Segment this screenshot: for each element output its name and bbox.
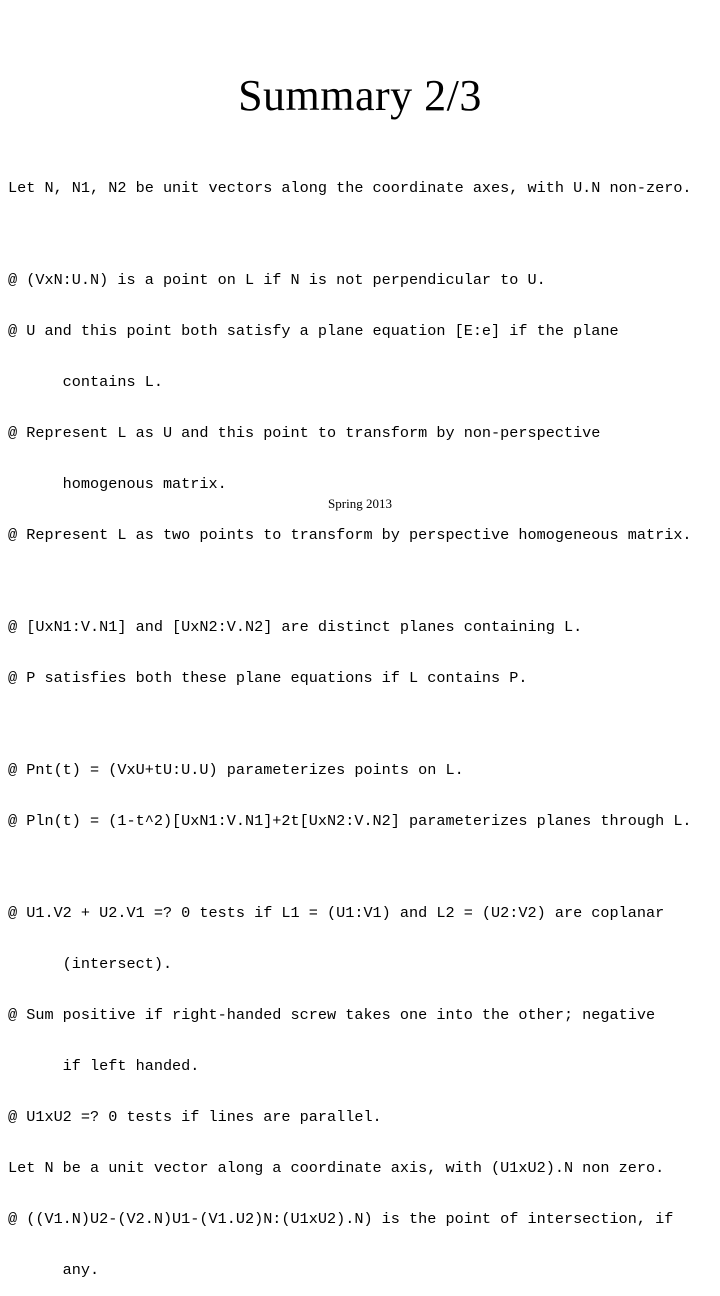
bullet-line: @ U1.V2 + U2.V1 =? 0 tests if L1 = (U1:V1) and L2 = (U2:V2) are coplanar [8,904,665,922]
text-line: Let N, N1, N2 be unit vectors along the coordinate axes, with U.N non-zero. [8,179,692,197]
continuation-line: any. [8,1261,100,1279]
slide-title: Summary 2/3 [238,71,482,120]
continuation-line: homogenous matrix. [8,475,227,493]
continuation-line: contains L. [8,373,163,391]
bullet-line: @ P satisfies both these plane equations if L contains P. [8,669,528,687]
bullet-line: @ Pnt(t) = (VxU+tU:U.U) parameterizes points on L. [8,761,464,779]
bullet-line: @ U1xU2 =? 0 tests if lines are parallel. [8,1108,382,1126]
slide-footer: Spring 2013 [328,496,392,511]
paragraph-gap [8,231,720,238]
paragraph-gap [8,864,720,871]
continuation-line: (intersect). [8,955,173,973]
slide-body [8,146,720,1296]
bullet-line: @ Pln(t) = (1-t^2)[UxN1:V.N1]+2t[UxN2:V.N2] parameterizes planes through L. [8,812,692,830]
bullet-line: @ ((V1.N)U2-(V2.N)U1-(V1.U2)N:(U1xU2).N) is the point of intersection, if [8,1210,674,1228]
bullet-line: @ (VxN:U.N) is a point on L if N is not perpendicular to U. [8,271,546,289]
paragraph-gap [8,721,720,728]
bullet-line: @ Sum positive if right-handed screw takes one into the other; negative [8,1006,656,1024]
continuation-line: if left handed. [8,1057,200,1075]
paragraph-gap [8,578,720,585]
text-line: Let N be a unit vector along a coordinate axis, with (U1xU2).N non zero. [8,1159,665,1177]
bullet-line: @ Represent L as U and this point to transform by non-perspective [8,424,601,442]
bullet-line: @ Represent L as two points to transform by perspective homogeneous matrix. [8,526,692,544]
bullet-line: @ [UxN1:V.N1] and [UxN2:V.N2] are distinct planes containing L. [8,618,583,636]
bullet-line: @ U and this point both satisfy a plane equation [E:e] if the plane [8,322,619,340]
